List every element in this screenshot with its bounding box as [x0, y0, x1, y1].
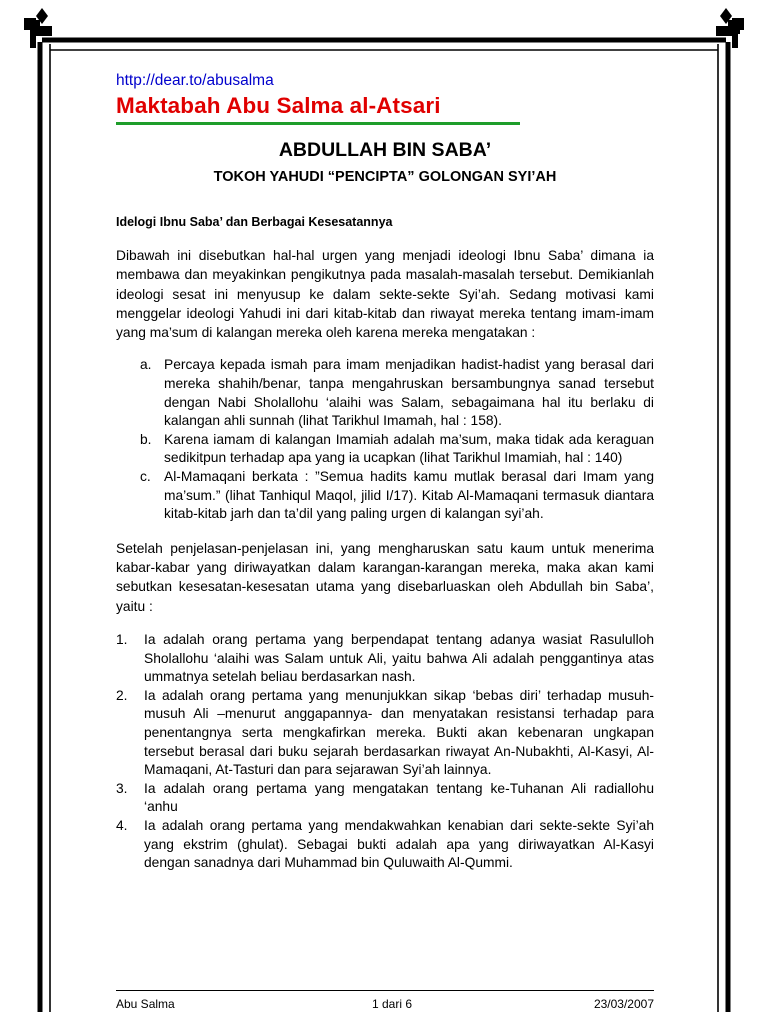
- footer-page-number: 1 dari 6: [372, 997, 413, 1011]
- list-marker: c.: [140, 469, 151, 485]
- list-item-text: Al-Mamaqani berkata : ”Semua hadits kamu mutlak berasal dari Imam yang ma’sum.” (lihat Tanhiqul Maqol, jilid I/17). Kitab Al-Mamaqani termasuk diantara kitab-kitab jarh dan ta’dil yang paling urgen di kalangan syi’ah.: [164, 469, 654, 522]
- page-content: [116, 70, 654, 873]
- list-marker: 2.: [116, 687, 128, 703]
- document-subtitle: TOKOH YAHUDI “PENCIPTA” GOLONGAN SYI’AH: [213, 169, 557, 185]
- second-paragraph: Setelah penjelasan-penjelasan ini, yang mengharuskan satu kaum untuk menerima kabar-kabar yang diriwayatkan dalam karangan-karangan mereka, maka akan kami sebutkan kesesatan-kesesatan utama yang disebarluaskan oleh Abdullah bin Saba’, yaitu :: [116, 540, 654, 614]
- footer-date: 23/03/2007: [593, 997, 654, 1011]
- list-item-text: Percaya kepada ismah para imam menjadikan hadist-hadist yang berasal dari mereka shahih/benar, tanpa mengahruskan bersambungnya sanad tersebut dengan Nabi Sholallohu ‘alaihi was Salam, sebagaimana hal itu berlaku di kalangan ahli sunnah (lihat Tarikhul Imamah, hal : 158).: [164, 357, 654, 429]
- list-marker: b.: [140, 431, 152, 447]
- list-item: [116, 468, 654, 524]
- list-item: [116, 431, 654, 468]
- list-item: [116, 687, 654, 780]
- list-item: [116, 817, 654, 873]
- list-item-text: Karena iamam di kalangan Imamiah adalah ma’sum, maka tidak ada keraguan sedikitpun terhadap apa yang ia ucapkan (lihat Tarikhul Imamiah, hal : 140): [164, 431, 654, 466]
- intro-paragraph: Dibawah ini disebutkan hal-hal urgen yang menjadi ideologi Ibnu Saba’ dimana ia membawa dan meyakinkan pengikutnya pada masalah-masalah tersebut. Demikianlah ideologi sesat ini menyusup ke dalam sekte-sekte Syi’ah. Sedang motivasi kami menggelar ideologi Yahudi ini dari kitab-kitab dan riwayat mereka tentang imam-imam yang ma’sum di kalangan mereka oleh karena mereka mengatakan :: [116, 248, 654, 341]
- alpha-list: [116, 356, 654, 523]
- document-title: ABDULLAH BIN SABA’: [278, 139, 492, 161]
- footer-author: Abu Salma: [116, 997, 175, 1011]
- list-item-text: Ia adalah orang pertama yang menunjukkan sikap ‘bebas diri’ terhadap musuh-musuh Ali –menurut anggapannya- dan menyatakan resistansi terhadap para penentangnya serta mengkafirkan mereka. Bukti akan kebenaran ungkapan tersebut berasal dari buku sejarah berdasarkan riwayat An-Nubakhti, Al-Kasyi, Al-Mamaqani, At-Tasturi dan para sejarawan Syi’ah lainnya.: [144, 687, 654, 778]
- list-marker: 4.: [116, 817, 128, 833]
- list-item-text: Ia adalah orang pertama yang mengatakan tentang ke-Tuhanan Ali radiallohu ‘anhu: [144, 780, 654, 815]
- numbered-list: [116, 631, 654, 873]
- list-item-text: Ia adalah orang pertama yang berpendapat tentang adanya wasiat Rasululloh Sholallohu ‘alaihi was Salam untuk Ali, yaitu bahwa Ali adalah penggantinya atas ummatnya setelah beliau berdasarkan nash.: [144, 632, 654, 685]
- list-item-text: Ia adalah orang pertama yang mendakwahkan kenabian dari sekte-sekte Syi’ah yang ekstrim (ghulat). Sebagai bukti adalah apa yang diriwayatkan Al-Kasyi dengan sanadnya dari Muhammad bin Quluwaith Al-Qummi.: [144, 817, 654, 871]
- title-underline: [116, 122, 520, 125]
- list-item: [116, 780, 654, 817]
- list-marker: a.: [140, 357, 152, 373]
- list-item: [116, 356, 654, 430]
- section-heading: Idelogi Ibnu Saba’ dan Berbagai Kesesatannya: [116, 215, 393, 229]
- list-item: [116, 631, 654, 687]
- site-title: Maktabah Abu Salma al-Atsari: [116, 93, 441, 118]
- site-url-link[interactable]: http://dear.to/abusalma: [116, 72, 274, 89]
- footer-divider: [116, 990, 654, 991]
- list-marker: 1.: [116, 632, 128, 648]
- list-marker: 3.: [116, 780, 128, 796]
